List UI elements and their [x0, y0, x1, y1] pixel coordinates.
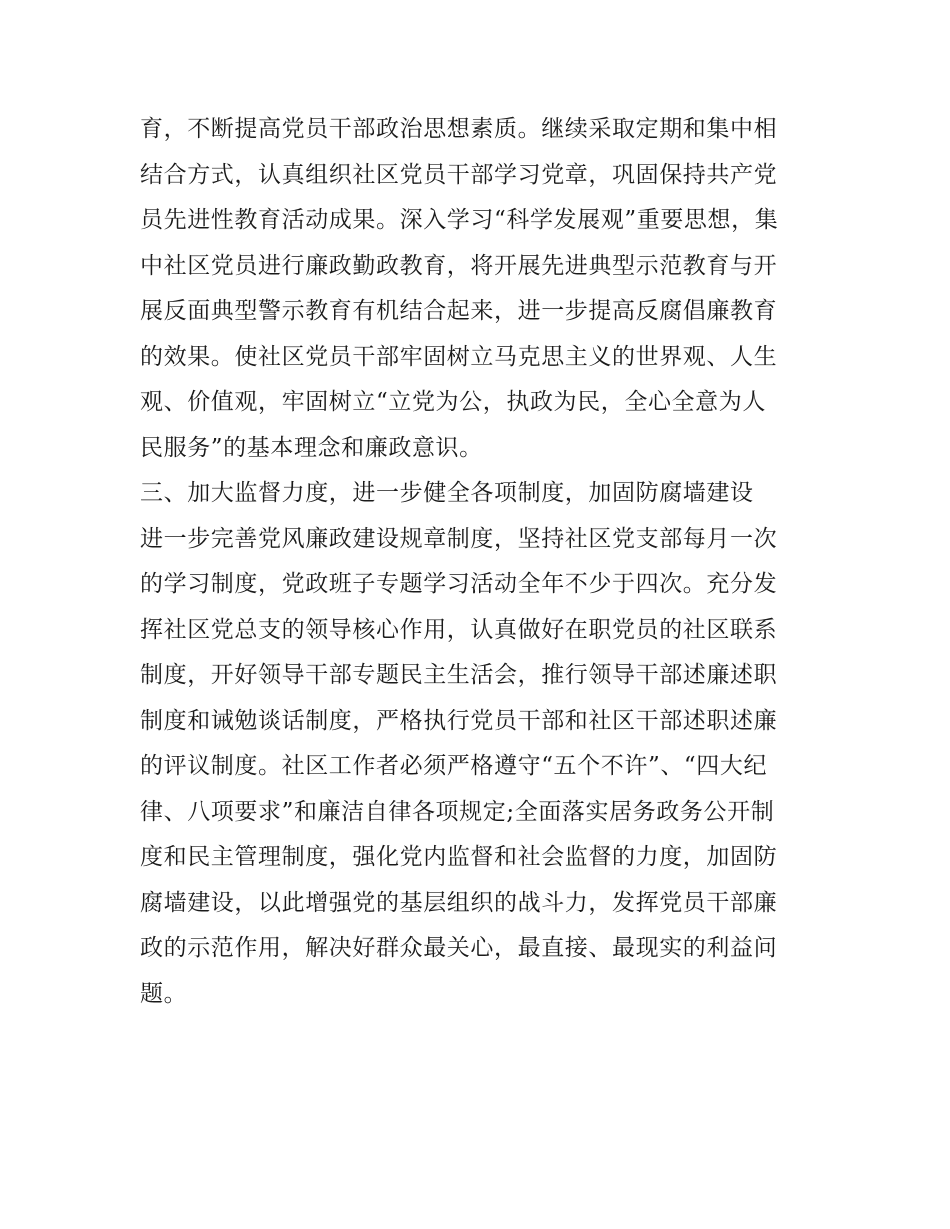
document-page: [140, 107, 820, 1017]
text-line: 育，不断提高党员干部政治思想素质。继续采取定期和集中相: [140, 116, 778, 142]
text-line: 律、八项要求”和廉洁自律各项规定;全面落实居务政务公开制: [140, 798, 775, 825]
text-line: 挥社区党总支的领导核心作用，认真做好在职党员的社区联系: [140, 616, 778, 643]
text-line: 制度和诫勉谈话制度，严格执行党员干部和社区干部述职述廉: [140, 707, 778, 734]
text-line: 中社区党员进行廉政勤政教育，将开展先进典型示范教育与开: [140, 252, 778, 279]
text-line: 进一步完善党风廉政建设规章制度，坚持社区党支部每月一次: [140, 525, 778, 552]
text-line: 的评议制度。社区工作者必须严格遵守“五个不许”、“四大纪: [140, 753, 768, 779]
text-line: 政的示范作用，解决好群众最关心，最直接、最现实的利益问: [140, 935, 778, 961]
text-line: 民服务”的基本理念和廉政意识。: [140, 434, 483, 461]
text-line: 度和民主管理制度，强化党内监督和社会监督的力度，加固防: [140, 844, 778, 870]
text-line: 腐墙建设，以此增强党的基层组织的战斗力，发挥党员干部廉: [140, 889, 778, 916]
text-line: 的学习制度，党政班子专题学习活动全年不少于四次。充分发: [140, 571, 778, 597]
text-line: 员先进性教育活动成果。深入学习“科学发展观”重要思想，集: [140, 207, 779, 233]
text-line: 题。: [140, 980, 188, 1007]
text-line: 观、价值观，牢固树立“立党为公，执政为民，全心全意为人: [140, 389, 766, 415]
section-heading: 三、加大监督力度，进一步健全各项制度，加固防腐墙建设: [140, 480, 754, 506]
text-line: 制度，开好领导干部专题民主生活会，推行领导干部述廉述职: [140, 662, 778, 688]
text-line: 展反面典型警示教育有机结合起来，进一步提高反腐倡廉教育: [140, 298, 778, 324]
text-line: 的效果。使社区党员干部牢固树立马克思主义的世界观、人生: [140, 343, 778, 370]
text-line: 结合方式，认真组织社区党员干部学习党章，巩固保持共产党: [140, 161, 778, 188]
